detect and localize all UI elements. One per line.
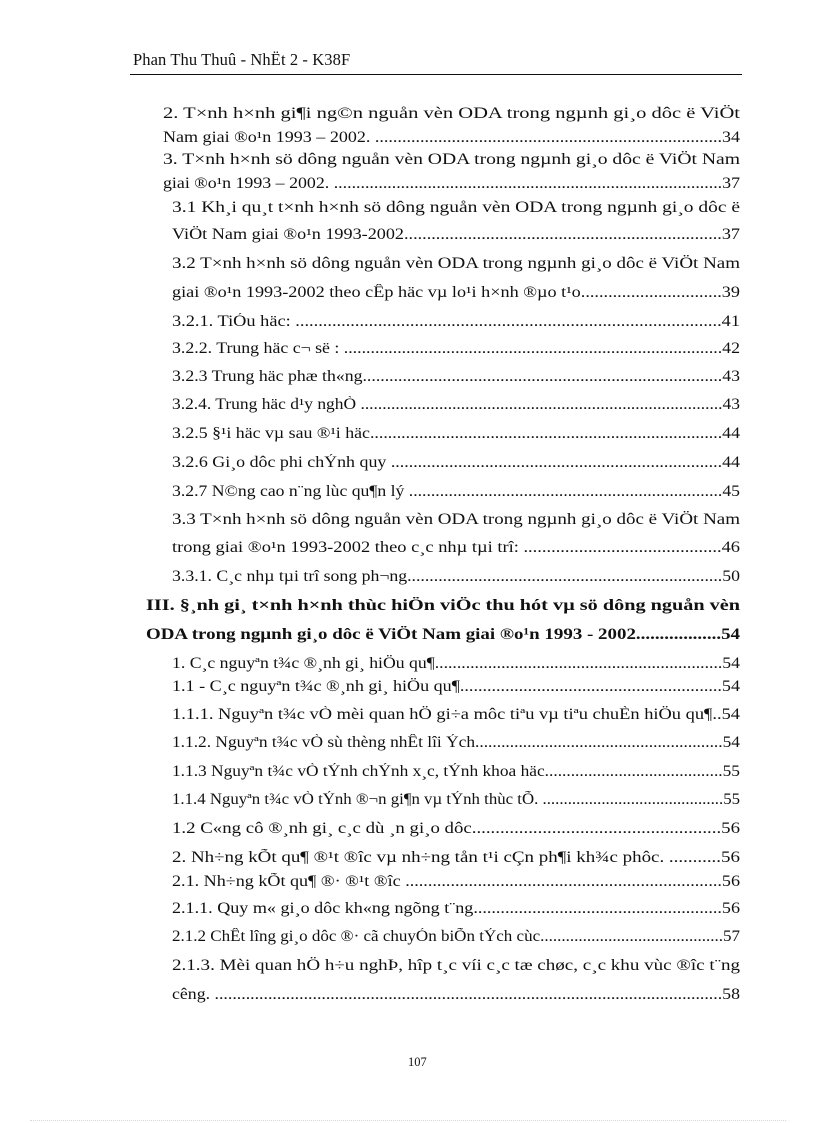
toc-item-1-1-1: [0, 705, 816, 725]
toc-entry-text: 2.1.2 ChÊt lîng gi¸o dôc ®· cã chuyÓn biÕn tÝch cùc...........................................57: [172, 928, 740, 945]
toc-entry-text: 1.1.4 Nguyªn t¾c vÒ tÝnh ®¬n gi¶n vµ tÝnh thùc tÕ. ...........................................55: [172, 791, 740, 808]
toc-entry-text: 3.2.5 §¹i häc vµ sau ®¹i häc...............................................................................44: [172, 425, 740, 442]
toc-entry-text: 3.2.3 Trung häc phæ th«ng.................................................................................43: [172, 368, 740, 385]
toc-entry-text: ViÖt Nam giai ®o¹n 1993-2002......................................................................37: [172, 226, 740, 243]
toc-item-3-2-3: [0, 367, 816, 387]
toc-entry-text: 2.1.1. Quy m« gi¸o dôc kh«ng ngõng t¨ng.......................................................56: [172, 900, 740, 917]
toc-entry-text: 1. C¸c nguyªn t¾c ®¸nh gi¸ hiÖu qu¶.................................................................54: [172, 655, 740, 672]
toc-section-iii-line1: [0, 596, 816, 616]
toc-item-2-1-1: [0, 899, 816, 919]
toc-item-3-3-line1: [0, 510, 816, 530]
toc-entry-text: cêng. ..................................................................................................................58: [172, 986, 740, 1003]
toc-item-3-1-line1: [0, 198, 816, 218]
toc-entry-text: 2.1. Nh÷ng kÕt qu¶ ®· ®¹t ®îc ......................................................................56: [172, 873, 740, 890]
toc-item-3-2-5: [0, 424, 816, 444]
toc-entry-text: 3.3 T×nh h×nh sö dông nguån vèn ODA trong ngµnh gi¸o dôc ë ViÖt Nam: [172, 511, 740, 528]
toc-entry-text: 2. T×nh h×nh gi¶i ng©n nguån vèn ODA trong ngµnh gi¸o dôc ë ViÖt: [163, 105, 740, 122]
page-number: 107: [408, 1055, 427, 1069]
toc-entry-text: 3.2.6 Gi¸o dôc phi chÝnh quy ..........................................................................44: [172, 454, 740, 471]
header-rule: [130, 74, 742, 75]
toc-entry-text: 1.1.1. Nguyªn t¾c vÒ mèi quan hÖ gi÷a môc tiªu vµ tiªu chuÈn hiÖu qu¶..54: [172, 706, 740, 723]
toc-item-3-2-2: [0, 339, 816, 359]
toc-entry-text: 3.1 Kh¸i qu¸t t×nh h×nh sö dông nguån vèn ODA trong ngµnh gi¸o dôc ë: [172, 199, 740, 216]
toc-item-3-2-line1: [0, 254, 816, 274]
toc-item-3-2-4: [0, 395, 816, 415]
toc-entry-text: 2. Nh÷ng kÕt qu¶ ®¹t ®îc vµ nh÷ng tån t¹i cÇn ph¶i kh¾c phôc. ...........56: [172, 849, 740, 866]
toc-item-1-1: [0, 677, 816, 697]
toc-entry-text: 3.2 T×nh h×nh sö dông nguån vèn ODA trong ngµnh gi¸o dôc ë ViÖt Nam: [172, 255, 740, 272]
toc-item-2-1-3-line1: [0, 956, 816, 976]
toc-item-3-line2: [0, 174, 816, 194]
page-bottom-rule: [30, 1120, 786, 1121]
toc-item-1-1-2: [0, 733, 816, 753]
toc-item-3-2-1: [0, 312, 816, 332]
toc-entry-text: 3. T×nh h×nh sö dông nguån vèn ODA trong ngµnh gi¸o dôc ë ViÖt Nam: [163, 151, 740, 168]
toc-item-iii-2: [0, 848, 816, 868]
toc-entry-text: 1.1.2. Nguyªn t¾c vÒ sù thèng nhÊt lîi Ých.........................................................54: [172, 734, 740, 751]
toc-item-3-2-7: [0, 482, 816, 502]
toc-entry-text: 3.2.1. TiÓu häc: .............................................................................................41: [172, 313, 740, 330]
toc-item-3-2-6: [0, 453, 816, 473]
toc-item-2-line1: [0, 104, 816, 124]
toc-item-2-line2: [0, 128, 816, 148]
toc-entry-text: 2.1.3. Mèi quan hÖ h÷u nghÞ, hîp t¸c víi c¸c tæ chøc, c¸c khu vùc ®îc t¨ng: [172, 957, 740, 974]
toc-item-iii-1: [0, 654, 816, 674]
toc-entry-text: Nam giai ®o¹n 1993 – 2002. .............................................................................34: [163, 129, 740, 146]
toc-entry-text: 1.2 C«ng cô ®¸nh gi¸ c¸c dù ¸n gi¸o dôc.....................................................56: [172, 820, 740, 837]
toc-item-3-2-line2: [0, 283, 816, 303]
toc-entry-text: ODA trong ngµnh gi¸o dôc ë ViÖt Nam giai ®o¹n 1993 - 2002..................54: [146, 626, 740, 643]
toc-entry-text: 3.2.4. Trung häc d¹y nghÒ ...................................................................................43: [172, 396, 740, 413]
toc-item-1-2: [0, 819, 816, 839]
toc-item-1-1-3: [0, 762, 816, 782]
toc-entry-text: 3.2.2. Trung häc c¬ së : .....................................................................................42: [172, 340, 740, 357]
toc-entry-text: III. §¸nh gi¸ t×nh h×nh thùc hiÖn viÖc thu hót vµ sö dông nguån vèn: [146, 597, 740, 614]
toc-entry-text: giai ®o¹n 1993 – 2002. .......................................................................................37: [163, 175, 740, 192]
toc-item-2-1-2: [0, 927, 816, 947]
toc-item-1-1-4: [0, 790, 816, 810]
toc-item-3-1-line2: [0, 225, 816, 245]
toc-entry-text: 1.1.3 Nguyªn t¾c vÒ tÝnh chÝnh x¸c, tÝnh khoa häc.........................................55: [172, 763, 740, 780]
toc-entry-text: giai ®o¹n 1993-2002 theo cÊp häc vµ lo¹i h×nh ®µo t¹o...............................39: [172, 284, 740, 301]
toc-entry-text: 3.3.1. C¸c nhµ tµi trî song ph¬ng.......................................................................50: [172, 568, 740, 585]
toc-section-iii-line2: [0, 625, 816, 645]
toc-item-2-1-3-line2: [0, 985, 816, 1005]
toc-entry-text: trong giai ®o¹n 1993-2002 theo c¸c nhµ tµi trî: ...........................................46: [172, 539, 740, 556]
toc-item-3-line1: [0, 150, 816, 170]
toc-item-3-3-1: [0, 567, 816, 587]
toc-item-3-3-line2: [0, 538, 816, 558]
toc-item-2-1: [0, 872, 816, 892]
running-header: Phan Thu Thuû - NhËt 2 - K38F: [133, 50, 351, 69]
toc-entry-text: 3.2.7 N©ng cao n¨ng lùc qu¶n lý .......................................................................45: [172, 483, 740, 500]
toc-entry-text: 1.1 - C¸c nguyªn t¾c ®¸nh gi¸ hiÖu qu¶..........................................................54: [172, 678, 740, 695]
